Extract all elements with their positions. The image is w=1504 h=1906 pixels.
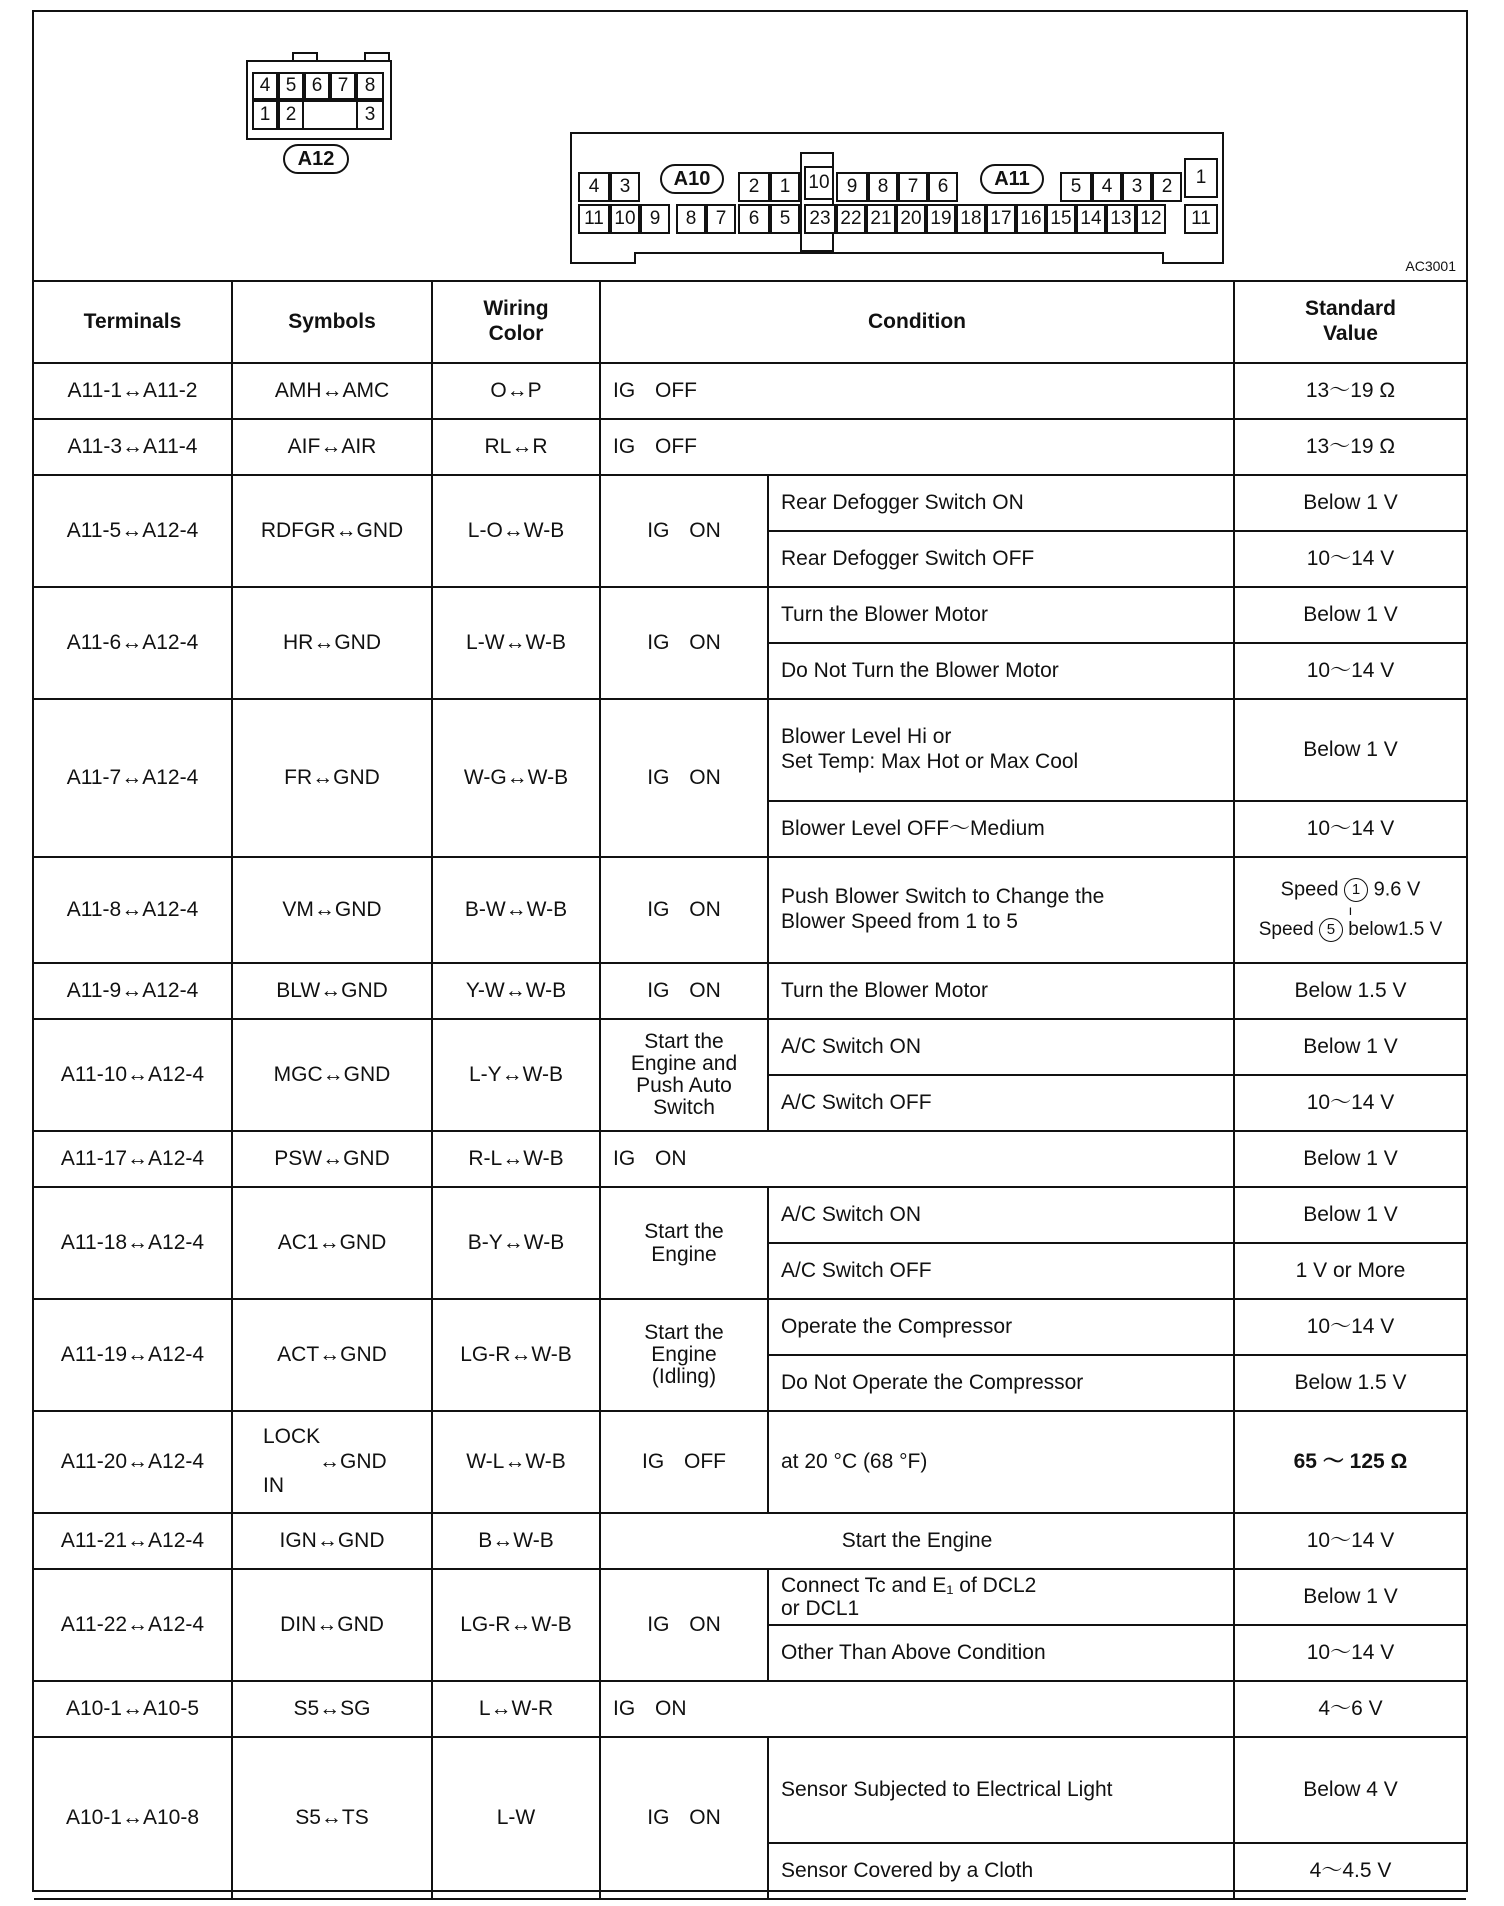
a11-pin: 2 <box>1152 172 1182 202</box>
cell-condition: IG ON <box>600 1737 768 1899</box>
cell-terminals: A11-21↔A12-4 <box>34 1513 232 1569</box>
a11-pin: 21 <box>866 204 896 234</box>
cell-symbols: PSW↔GND <box>232 1131 432 1187</box>
cell-wiring: RL↔R <box>432 419 600 475</box>
header-standard-value <box>1234 281 1466 363</box>
detail-line2: Blower Speed from 1 to 5 <box>781 910 1018 933</box>
a11-pin: 8 <box>868 172 898 202</box>
table-row <box>34 1411 1466 1513</box>
cell-wiring: L-Y↔W-B <box>432 1019 600 1131</box>
table-row <box>34 1737 1466 1843</box>
a10-pin: 6 <box>738 204 770 234</box>
cell-wiring: L↔W-R <box>432 1681 600 1737</box>
cell-symbols <box>232 1411 432 1513</box>
cell-standard-value: 10～14 V <box>1234 801 1466 857</box>
cell-wiring: O↔P <box>432 363 600 419</box>
cell-terminals: A11-19↔A12-4 <box>34 1299 232 1411</box>
cell-condition: Start the Engine <box>600 1513 1234 1569</box>
a12-blank <box>304 100 356 130</box>
cell-standard-value: Below 4 V <box>1234 1737 1466 1843</box>
a11-pin: 13 <box>1106 204 1136 234</box>
cell-standard-value: 10～14 V <box>1234 1299 1466 1355</box>
cell-terminals: A11-18↔A12-4 <box>34 1187 232 1299</box>
cell-wiring: B-Y↔W-B <box>432 1187 600 1299</box>
cell-standard-value: 1 V or More <box>1234 1243 1466 1299</box>
cell-condition-detail: at 20 °C (68 °F) <box>768 1411 1234 1513</box>
cell-wiring: LG-R↔W-B <box>432 1569 600 1681</box>
condition-line: Start the <box>644 1320 724 1344</box>
speed-number-icon: 1 <box>1344 878 1368 902</box>
speed-start <box>1237 878 1464 902</box>
table-row <box>34 699 1466 801</box>
a11-pin: 5 <box>1060 172 1092 202</box>
speed-range-separator: ı <box>1348 901 1353 918</box>
a11-pin: 3 <box>1122 172 1152 202</box>
cell-terminals: A11-3↔A11-4 <box>34 419 232 475</box>
cell-condition: IG OFF <box>600 363 1234 419</box>
header-wiring-line1: Wiring <box>483 297 549 321</box>
a10-pin: 9 <box>640 204 670 234</box>
a11-pin: 23 <box>804 204 836 234</box>
symbol-line: ↔GND <box>319 1449 387 1473</box>
cell-condition: IG ON <box>600 475 768 587</box>
cell-condition: IG ON <box>600 1569 768 1681</box>
cell-condition-detail: Sensor Covered by a Cloth <box>768 1843 1234 1899</box>
cell-condition: IG ON <box>600 699 768 857</box>
cell-wiring: Y-W↔W-B <box>432 963 600 1019</box>
cell-standard-value: 10～14 V <box>1234 1625 1466 1681</box>
cell-wiring: B-W↔W-B <box>432 857 600 963</box>
a12-pin: 4 <box>252 72 278 100</box>
cell-wiring: W-L↔W-B <box>432 1411 600 1513</box>
a11-pin: 15 <box>1046 204 1076 234</box>
cell-symbols: DIN↔GND <box>232 1569 432 1681</box>
a10-pin: 2 <box>738 172 770 202</box>
cell-standard-value: 13～19 Ω <box>1234 363 1466 419</box>
a10-pin: 5 <box>770 204 800 234</box>
condition-line: Engine <box>651 1243 717 1266</box>
cell-terminals: A11-10↔A12-4 <box>34 1019 232 1131</box>
cell-wiring: L-O↔W-B <box>432 475 600 587</box>
header-standard-line1: Standard <box>1304 297 1396 321</box>
table-row <box>34 1681 1466 1737</box>
symbol-line: LOCK <box>263 1424 321 1448</box>
speed-number-icon: 5 <box>1319 918 1343 942</box>
table-header-row <box>34 281 1466 363</box>
speed-start-value: 9.6 V <box>1373 878 1421 901</box>
connector-tab-left <box>570 252 636 264</box>
cell-condition: IG OFF <box>600 419 1234 475</box>
header-condition: Condition <box>600 281 1234 363</box>
cell-standard-value: Below 1 V <box>1234 1569 1466 1625</box>
speed-label: Speed <box>1280 878 1339 901</box>
cell-symbols: VM↔GND <box>232 857 432 963</box>
cell-symbols: AMH↔AMC <box>232 363 432 419</box>
symbol-line: IN <box>263 1474 284 1498</box>
cell-terminals: A11-6↔A12-4 <box>34 587 232 699</box>
speed-label: Speed <box>1258 919 1314 941</box>
a10-pin: 10 <box>610 204 640 234</box>
a12-pin: 6 <box>304 72 330 100</box>
cell-symbols: IGN↔GND <box>232 1513 432 1569</box>
figure-code: AC3001 <box>1405 258 1456 274</box>
a11-pin: 14 <box>1076 204 1106 234</box>
cell-wiring: L-W <box>432 1737 600 1899</box>
table-row <box>34 587 1466 643</box>
table-row <box>34 1131 1466 1187</box>
header-symbols: Symbols <box>232 281 432 363</box>
cell-standard-value: Below 1 V <box>1234 475 1466 531</box>
a11-pin: 11 <box>1184 204 1218 234</box>
cell-symbols: BLW↔GND <box>232 963 432 1019</box>
cell-condition-detail <box>768 699 1234 801</box>
condition-line: Switch <box>653 1096 715 1120</box>
cell-condition-detail: Operate the Compressor <box>768 1299 1234 1355</box>
cell-condition-detail: A/C Switch ON <box>768 1019 1234 1075</box>
cell-condition-detail: Turn the Blower Motor <box>768 587 1234 643</box>
detail-line1: Blower Level Hi or <box>781 725 952 749</box>
cell-standard-value: 4～6 V <box>1234 1681 1466 1737</box>
a11-pin: 10 <box>804 166 834 200</box>
cell-condition-detail <box>768 857 1234 963</box>
cell-standard-value: Below 1 V <box>1234 1131 1466 1187</box>
cell-symbols: AC1↔GND <box>232 1187 432 1299</box>
cell-condition: IG OFF <box>600 1411 768 1513</box>
cell-standard-value: Below 1.5 V <box>1234 1355 1466 1411</box>
speed-end <box>1237 918 1464 942</box>
terminal-spec-table <box>34 280 1466 1900</box>
cell-condition-detail: A/C Switch OFF <box>768 1075 1234 1131</box>
detail-line1: Push Blower Switch to Change the <box>781 885 1105 909</box>
a10-pin: 8 <box>676 204 706 234</box>
a11-pin: 6 <box>928 172 958 202</box>
cell-symbols: HR↔GND <box>232 587 432 699</box>
cell-standard-value: 10～14 V <box>1234 643 1466 699</box>
cell-condition: IG ON <box>600 1681 1234 1737</box>
cell-wiring: W-G↔W-B <box>432 699 600 857</box>
cell-terminals: A11-20↔A12-4 <box>34 1411 232 1513</box>
a11-pin: 4 <box>1092 172 1122 202</box>
cell-standard-value: 4～4.5 V <box>1234 1843 1466 1899</box>
cell-standard-value: 13～19 Ω <box>1234 419 1466 475</box>
condition-line: Start the <box>644 1029 724 1053</box>
table-row <box>34 363 1466 419</box>
cell-condition-detail: A/C Switch ON <box>768 1187 1234 1243</box>
detail-line1: Connect Tc and E₁ of DCL2 <box>781 1573 1037 1597</box>
a10-pin: 3 <box>610 172 640 202</box>
cell-wiring: R-L↔W-B <box>432 1131 600 1187</box>
cell-symbols: S5↔TS <box>232 1737 432 1899</box>
cell-condition-detail: Blower Level OFF～Medium <box>768 801 1234 857</box>
a11-pin: 18 <box>956 204 986 234</box>
table-row <box>34 1019 1466 1075</box>
cell-symbols: FR↔GND <box>232 699 432 857</box>
cell-condition <box>600 1019 768 1131</box>
cell-standard-value: Below 1 V <box>1234 1187 1466 1243</box>
a12-pin: 3 <box>356 100 384 130</box>
document-frame <box>32 10 1468 1892</box>
detail-line2: or DCL1 <box>781 1597 860 1620</box>
a12-pin: 8 <box>356 72 384 100</box>
a11-pin: 9 <box>836 172 868 202</box>
cell-standard-value: Below 1 V <box>1234 699 1466 801</box>
cell-standard-value: Below 1.5 V <box>1234 963 1466 1019</box>
cell-standard-value: Below 1 V <box>1234 1019 1466 1075</box>
cell-condition-detail: Rear Defogger Switch ON <box>768 475 1234 531</box>
a12-pin: 2 <box>278 100 304 130</box>
a11-pin: 7 <box>898 172 928 202</box>
cell-terminals: A11-5↔A12-4 <box>34 475 232 587</box>
cell-condition-detail: A/C Switch OFF <box>768 1243 1234 1299</box>
table-row <box>34 1187 1466 1243</box>
table-row <box>34 1513 1466 1569</box>
a10-pin: 4 <box>578 172 610 202</box>
table-row <box>34 419 1466 475</box>
table-row <box>34 1299 1466 1355</box>
cell-terminals: A10-1↔A10-5 <box>34 1681 232 1737</box>
cell-symbols: MGC↔GND <box>232 1019 432 1131</box>
a10-pin: 11 <box>578 204 610 234</box>
table-row <box>34 857 1466 963</box>
cell-condition-detail: Rear Defogger Switch OFF <box>768 531 1234 587</box>
a12-pin: 1 <box>252 100 278 130</box>
cell-standard-value: 65 ～ 125 Ω <box>1234 1411 1466 1513</box>
header-standard-line2: Value <box>1323 322 1378 345</box>
a10-pin: 7 <box>706 204 736 234</box>
cell-standard-value: Below 1 V <box>1234 587 1466 643</box>
cell-terminals: A11-9↔A12-4 <box>34 963 232 1019</box>
cell-standard-value <box>1234 857 1466 963</box>
cell-condition <box>600 1299 768 1411</box>
cell-terminals: A11-1↔A11-2 <box>34 363 232 419</box>
cell-terminals: A11-7↔A12-4 <box>34 699 232 857</box>
connector-diagram <box>34 12 1466 282</box>
cell-wiring: L-W↔W-B <box>432 587 600 699</box>
header-wiring-color <box>432 281 600 363</box>
condition-line: Push Auto <box>636 1074 732 1097</box>
cell-terminals: A11-8↔A12-4 <box>34 857 232 963</box>
cell-terminals: A11-22↔A12-4 <box>34 1569 232 1681</box>
cell-wiring: B↔W-B <box>432 1513 600 1569</box>
header-terminals: Terminals <box>34 281 232 363</box>
cell-standard-value: 10～14 V <box>1234 531 1466 587</box>
cell-terminals: A11-17↔A12-4 <box>34 1131 232 1187</box>
cell-symbols: ACT↔GND <box>232 1299 432 1411</box>
a11-pin: 20 <box>896 204 926 234</box>
condition-line: Engine <box>651 1342 717 1366</box>
a12-pin: 5 <box>278 72 304 100</box>
cell-condition-detail: Other Than Above Condition <box>768 1625 1234 1681</box>
cell-condition-detail <box>768 1569 1234 1625</box>
a11-pin: 22 <box>836 204 866 234</box>
cell-wiring: LG-R↔W-B <box>432 1299 600 1411</box>
connector-tab-right <box>1162 252 1224 264</box>
connector-a10-label: A10 <box>660 164 724 194</box>
a11-pin: 16 <box>1016 204 1046 234</box>
cell-standard-value: 10～14 V <box>1234 1513 1466 1569</box>
cell-condition: IG ON <box>600 963 768 1019</box>
table-row <box>34 963 1466 1019</box>
table-row <box>34 1569 1466 1625</box>
cell-symbols: RDFGR↔GND <box>232 475 432 587</box>
a11-pin: 17 <box>986 204 1016 234</box>
cell-terminals: A10-1↔A10-8 <box>34 1737 232 1899</box>
a10-pin: 1 <box>770 172 800 202</box>
a11-pin: 1 <box>1184 158 1218 198</box>
connector-a11-label: A11 <box>980 164 1044 194</box>
table-row <box>34 475 1466 531</box>
cell-symbols: AIF↔AIR <box>232 419 432 475</box>
cell-condition-detail: Do Not Operate the Compressor <box>768 1355 1234 1411</box>
condition-line: (Idling) <box>651 1365 717 1389</box>
cell-symbols: S5↔SG <box>232 1681 432 1737</box>
cell-condition: IG ON <box>600 587 768 699</box>
cell-standard-value: 10～14 V <box>1234 1075 1466 1131</box>
cell-condition <box>600 1187 768 1299</box>
cell-condition: IG ON <box>600 857 768 963</box>
a11-pin: 19 <box>926 204 956 234</box>
cell-condition-detail: Sensor Subjected to Electrical Light <box>768 1737 1234 1843</box>
speed-end-value: below1.5 V <box>1348 919 1443 941</box>
header-wiring-line2: Color <box>488 322 544 345</box>
a12-pin: 7 <box>330 72 356 100</box>
condition-line: Engine and <box>630 1051 738 1075</box>
cell-condition: IG ON <box>600 1131 1234 1187</box>
detail-line2: Set Temp: Max Hot or Max Cool <box>781 750 1079 773</box>
cell-condition-detail: Do Not Turn the Blower Motor <box>768 643 1234 699</box>
cell-condition-detail: Turn the Blower Motor <box>768 963 1234 1019</box>
condition-line: Start the <box>644 1219 724 1243</box>
connector-a12-label: A12 <box>283 144 349 174</box>
a11-pin: 12 <box>1136 204 1166 234</box>
